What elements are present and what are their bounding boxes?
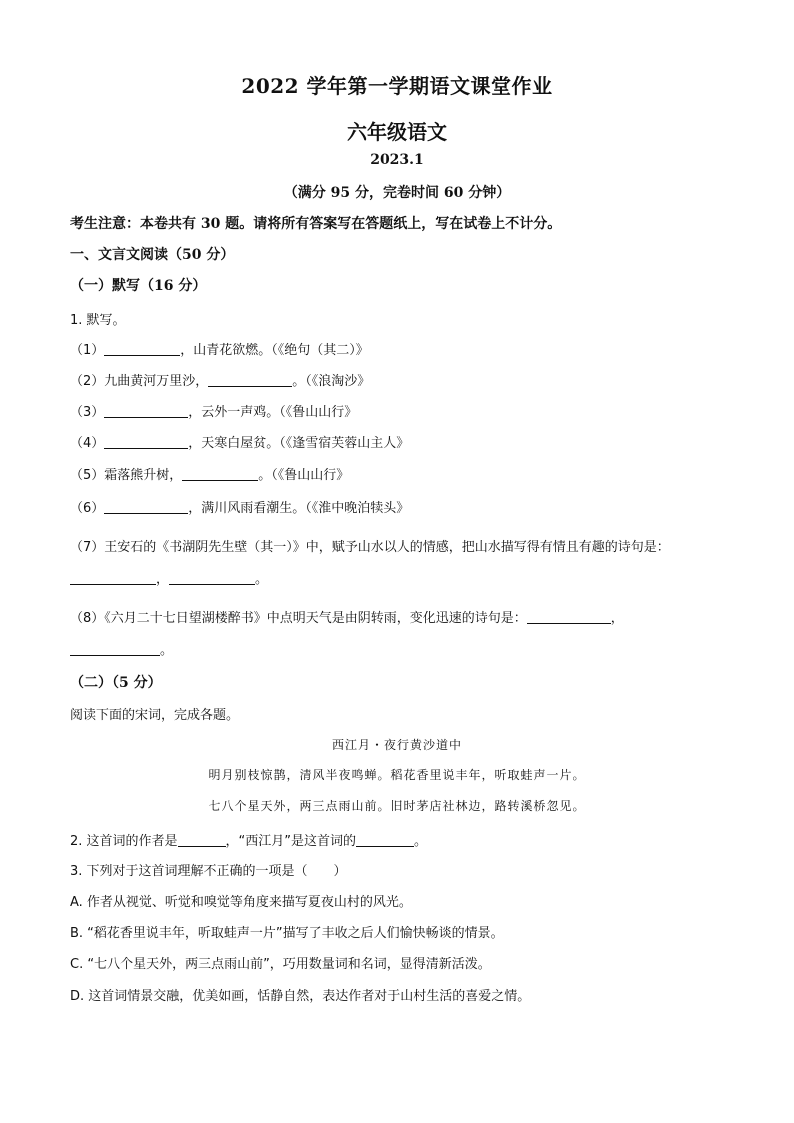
separator: ，: [610, 611, 624, 626]
exam-date: 2023.1: [370, 152, 424, 168]
dictation-item-7: （7）王安石的《书湖阴先生壁（其一）》中，赋予山水以人的情感，把山水描写得有情且有趣的诗句是：: [70, 540, 670, 555]
exam-info: （满分 95 分，完卷时间 60 分钟）: [283, 185, 511, 201]
item-text: （8）《六月二十七日望湖楼醉书》中点明天气是由阴转雨，变化迅速的诗句是：: [70, 611, 527, 626]
item-number: （2）: [70, 374, 105, 389]
answer-blank[interactable]: [104, 403, 188, 418]
section-heading: 一、文言文阅读（50 分）: [70, 247, 235, 263]
answer-blank[interactable]: [178, 832, 226, 847]
item-text: ，天寒白屋贫。（《逢雪宿芙蓉山主人》: [188, 436, 410, 451]
answer-blank[interactable]: [527, 609, 611, 624]
dictation-item-4: [70, 432, 730, 451]
item-number: （5）: [70, 468, 105, 483]
option-d[interactable]: D. 这首词情景交融，优美如画，恬静自然，表达作者对于山村生活的喜爱之情。: [70, 989, 531, 1004]
dictation-item-6: [70, 497, 730, 516]
dictation-item-7-answers: [70, 568, 730, 587]
answer-blank[interactable]: [208, 372, 292, 387]
question-text: 2. 这首词的作者是: [70, 834, 178, 849]
item-number: （6）: [70, 501, 105, 516]
answer-blank[interactable]: [182, 466, 258, 481]
dictation-item-5: [70, 464, 730, 483]
notice: 考生注意：本卷共有 30 题。请将所有答案写在答题纸上，写在试卷上不计分。: [70, 216, 562, 232]
item-text: ，山青花欲燃。（《绝句（其二）》: [180, 343, 369, 358]
question-text: ，“西江月”是这首词的: [225, 834, 357, 849]
item-text: 霜落熊升树，: [104, 468, 183, 483]
poem-line-2: 七八个星天外，两三点雨山前。旧时茅店社林边，路转溪桥忽见。: [208, 799, 586, 813]
terminator: 。: [160, 643, 174, 658]
poem-line-1: 明月别枝惊鹊，清风半夜鸣蝉。稻花香里说丰年，听取蛙声一片。: [208, 768, 586, 782]
option-c[interactable]: C. “七八个星天外，两三点雨山前”，巧用数量词和名词，显得清新活泼。: [70, 957, 491, 972]
answer-blank[interactable]: [70, 641, 160, 656]
option-b[interactable]: B. “稻花香里说丰年，听取蛙声一片”描写了丰收之后人们愉快畅谈的情景。: [70, 926, 504, 941]
dictation-item-2: [70, 370, 730, 389]
dictation-item-8-answers: [70, 639, 730, 658]
part1-heading: （一）默写（16 分）: [70, 278, 207, 294]
item-text: ，满川风雨看潮生。（《淮中晚泊犊头》: [188, 501, 410, 516]
item-text: ，云外一声鸡。（《鲁山山行》: [188, 405, 358, 420]
page-title: 2022 学年第一学期语文课堂作业: [241, 74, 553, 98]
item-number: （3）: [70, 405, 105, 420]
item-text: 。（《浪淘沙》: [292, 374, 371, 389]
answer-blank[interactable]: [356, 832, 414, 847]
answer-blank[interactable]: [104, 341, 180, 356]
answer-blank[interactable]: [104, 434, 188, 449]
item-number: （4）: [70, 436, 105, 451]
dictation-item-3: [70, 401, 730, 420]
part2-heading: （二）（5 分）: [70, 675, 162, 691]
page-subtitle: 六年级语文: [347, 120, 447, 144]
item-number: （1）: [70, 343, 105, 358]
terminator: 。: [255, 572, 269, 587]
question-3: 3. 下列对于这首词理解不正确的一项是（ ）: [70, 864, 347, 879]
question-1-label: 1. 默写。: [70, 313, 126, 328]
terminator: 。: [414, 834, 428, 849]
dictation-item-1: [70, 339, 730, 358]
poem-title: 西江月・夜行黄沙道中: [331, 738, 462, 752]
separator: ，: [156, 572, 170, 587]
item-text: 九曲黄河万里沙，: [104, 374, 209, 389]
answer-blank[interactable]: [70, 570, 156, 585]
option-a[interactable]: A. 作者从视觉、听觉和嗅觉等角度来描写夏夜山村的风光。: [70, 895, 412, 910]
part2-intro: 阅读下面的宋词，完成各题。: [70, 708, 240, 723]
answer-blank[interactable]: [169, 570, 255, 585]
dictation-item-8: [70, 607, 730, 626]
item-text: 。（《鲁山山行》: [258, 468, 350, 483]
question-2: [70, 830, 730, 849]
answer-blank[interactable]: [104, 499, 188, 514]
